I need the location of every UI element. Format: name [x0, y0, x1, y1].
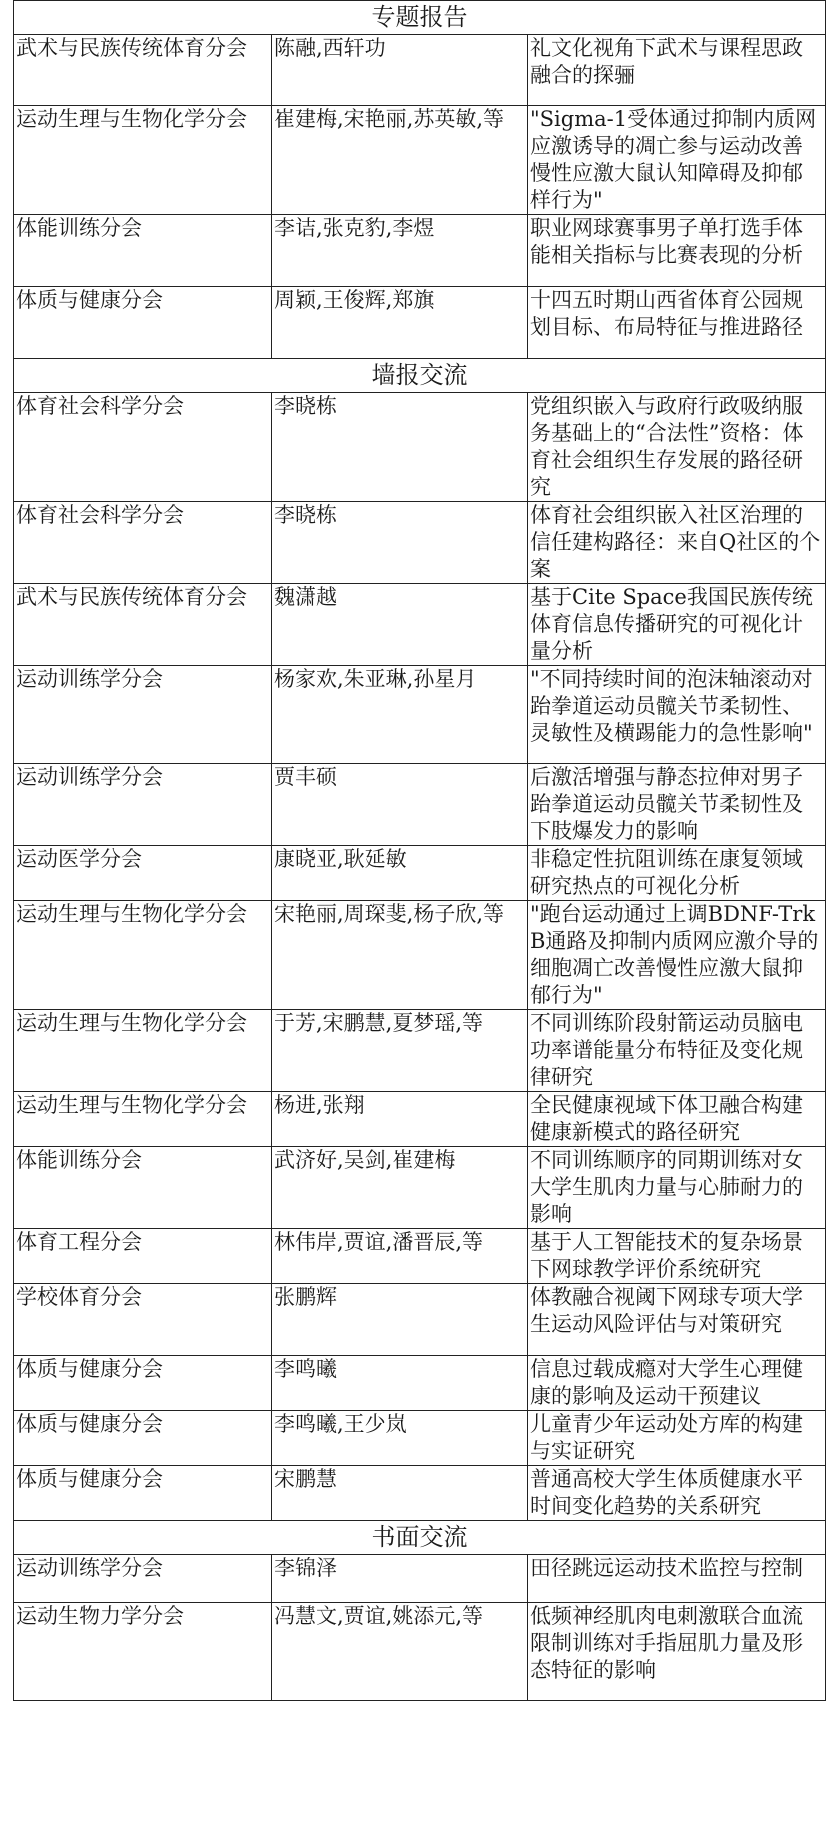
authors-cell: 李诘,张克豹,李煜 [272, 215, 528, 287]
authors-cell: 杨家欢,朱亚琳,孙星月 [272, 666, 528, 764]
branch-cell: 运动训练学分会 [14, 666, 272, 764]
topic-cell: "跑台运动通过上调BDNF-TrkB通路及抑制内质网应激介导的细胞凋亡改善慢性应激大鼠抑郁行为" [528, 901, 826, 1010]
authors-cell: 陈融,西轩功 [272, 35, 528, 106]
branch-cell: 运动训练学分会 [14, 764, 272, 846]
table-row [14, 502, 826, 584]
topic-cell: "不同持续时间的泡沫轴滚动对跆拳道运动员髋关节柔韧性、灵敏性及横踢能力的急性影响" [528, 666, 826, 764]
authors-cell: 贾丰硕 [272, 764, 528, 846]
table-row [14, 1555, 826, 1603]
branch-cell: 运动生理与生物化学分会 [14, 1092, 272, 1147]
topic-cell: "Sigma-1受体通过抑制内质网应激诱导的凋亡参与运动改善慢性应激大鼠认知障碍及抑郁样行为" [528, 106, 826, 215]
table-row [14, 764, 826, 846]
table-row [14, 584, 826, 666]
section-header-row [14, 1, 826, 35]
table-row [14, 1010, 826, 1092]
topic-cell: 全民健康视域下体卫融合构建健康新模式的路径研究 [528, 1092, 826, 1147]
document-sheet [13, 0, 825, 1701]
branch-cell: 运动训练学分会 [14, 1555, 272, 1603]
table-row [14, 1603, 826, 1701]
branch-cell: 体育工程分会 [14, 1229, 272, 1284]
authors-cell: 李鸣曦 [272, 1356, 528, 1411]
section-header-row [14, 359, 826, 393]
branch-cell: 体育社会科学分会 [14, 393, 272, 502]
branch-cell: 体质与健康分会 [14, 1411, 272, 1466]
table-row [14, 1092, 826, 1147]
authors-cell: 宋艳丽,周琛斐,杨子欣,等 [272, 901, 528, 1010]
topic-cell: 党组织嵌入与政府行政吸纳服务基础上的“合法性”资格：体育社会组织生存发展的路径研究 [528, 393, 826, 502]
table-row [14, 846, 826, 901]
table-row [14, 901, 826, 1010]
topic-cell: 十四五时期山西省体育公园规划目标、布局特征与推进路径 [528, 287, 826, 359]
section-title: 书面交流 [14, 1521, 826, 1555]
section-title: 专题报告 [14, 1, 826, 35]
topic-cell: 非稳定性抗阻训练在康复领域研究热点的可视化分析 [528, 846, 826, 901]
table-row [14, 393, 826, 502]
topic-cell: 低频神经肌肉电刺激联合血流限制训练对手指屈肌力量及形态特征的影响 [528, 1603, 826, 1701]
authors-cell: 李晓栋 [272, 502, 528, 584]
branch-cell: 运动生理与生物化学分会 [14, 106, 272, 215]
table-row [14, 1356, 826, 1411]
authors-cell: 李晓栋 [272, 393, 528, 502]
authors-cell: 周颖,王俊辉,郑旗 [272, 287, 528, 359]
branch-cell: 体育社会科学分会 [14, 502, 272, 584]
authors-cell: 魏潇越 [272, 584, 528, 666]
authors-cell: 林伟岸,贾谊,潘晋辰,等 [272, 1229, 528, 1284]
topic-cell: 体育社会组织嵌入社区治理的信任建构路径：来自Q社区的个案 [528, 502, 826, 584]
authors-cell: 崔建梅,宋艳丽,苏英敏,等 [272, 106, 528, 215]
topic-cell: 不同训练顺序的同期训练对女大学生肌肉力量与心肺耐力的影响 [528, 1147, 826, 1229]
authors-cell: 于芳,宋鹏慧,夏梦瑶,等 [272, 1010, 528, 1092]
authors-cell: 武济好,吴剑,崔建梅 [272, 1147, 528, 1229]
section-header-row [14, 1521, 826, 1555]
topic-cell: 普通高校大学生体质健康水平时间变化趋势的关系研究 [528, 1466, 826, 1521]
branch-cell: 体质与健康分会 [14, 1356, 272, 1411]
authors-cell: 张鹏辉 [272, 1284, 528, 1356]
table-row [14, 666, 826, 764]
authors-cell: 李锦泽 [272, 1555, 528, 1603]
topic-cell: 职业网球赛事男子单打选手体能相关指标与比赛表现的分析 [528, 215, 826, 287]
topic-cell: 后激活增强与静态拉伸对男子跆拳道运动员髋关节柔韧性及下肢爆发力的影响 [528, 764, 826, 846]
achievement-table [13, 0, 826, 1701]
branch-cell: 运动医学分会 [14, 846, 272, 901]
authors-cell: 康晓亚,耿延敏 [272, 846, 528, 901]
authors-cell: 杨进,张翔 [272, 1092, 528, 1147]
branch-cell: 武术与民族传统体育分会 [14, 35, 272, 106]
branch-cell: 体能训练分会 [14, 1147, 272, 1229]
topic-cell: 儿童青少年运动处方库的构建与实证研究 [528, 1411, 826, 1466]
topic-cell: 体教融合视阈下网球专项大学生运动风险评估与对策研究 [528, 1284, 826, 1356]
authors-cell: 冯慧文,贾谊,姚添元,等 [272, 1603, 528, 1701]
branch-cell: 运动生理与生物化学分会 [14, 901, 272, 1010]
section-title: 墙报交流 [14, 359, 826, 393]
branch-cell: 运动生物力学分会 [14, 1603, 272, 1701]
table-row [14, 106, 826, 215]
topic-cell: 基于Cite Space我国民族传统体育信息传播研究的可视化计量分析 [528, 584, 826, 666]
table-row [14, 35, 826, 106]
branch-cell: 学校体育分会 [14, 1284, 272, 1356]
table-row [14, 287, 826, 359]
table-row [14, 1229, 826, 1284]
table-row [14, 1466, 826, 1521]
topic-cell: 田径跳远运动技术监控与控制 [528, 1555, 826, 1603]
table-row [14, 1147, 826, 1229]
branch-cell: 体能训练分会 [14, 215, 272, 287]
topic-cell: 信息过载成瘾对大学生心理健康的影响及运动干预建议 [528, 1356, 826, 1411]
authors-cell: 宋鹏慧 [272, 1466, 528, 1521]
table-row [14, 215, 826, 287]
topic-cell: 礼文化视角下武术与课程思政融合的探骊 [528, 35, 826, 106]
topic-cell: 不同训练阶段射箭运动员脑电功率谱能量分布特征及变化规律研究 [528, 1010, 826, 1092]
authors-cell: 李鸣曦,王少岚 [272, 1411, 528, 1466]
branch-cell: 体质与健康分会 [14, 1466, 272, 1521]
branch-cell: 武术与民族传统体育分会 [14, 584, 272, 666]
table-row [14, 1411, 826, 1466]
branch-cell: 体质与健康分会 [14, 287, 272, 359]
table-row [14, 1284, 826, 1356]
topic-cell: 基于人工智能技术的复杂场景下网球教学评价系统研究 [528, 1229, 826, 1284]
branch-cell: 运动生理与生物化学分会 [14, 1010, 272, 1092]
